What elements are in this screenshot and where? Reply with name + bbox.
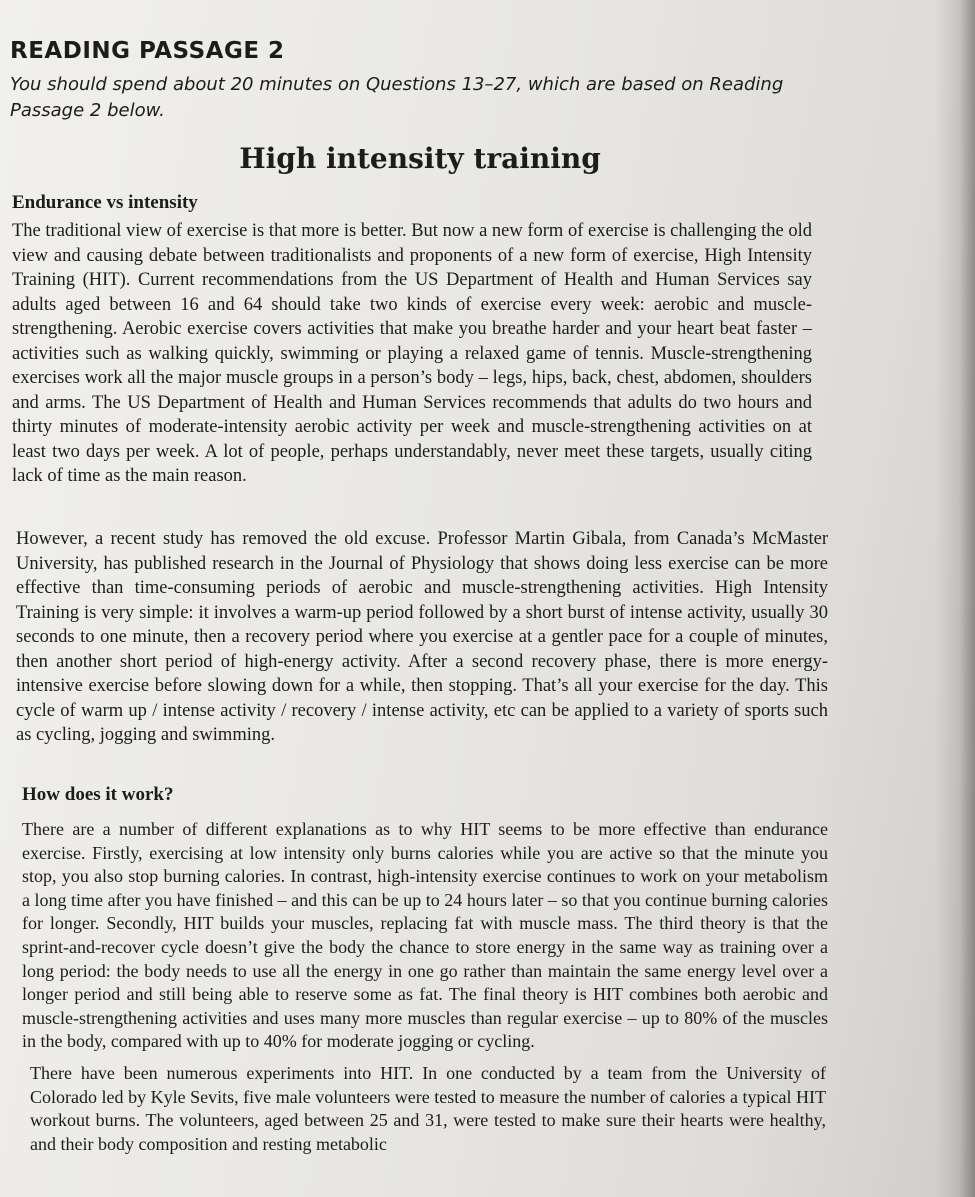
instructions-text: You should spend about 20 minutes on Questions 13–27, which are based on Reading Passage 2 below. bbox=[10, 74, 784, 121]
section-heading: READING PASSAGE 2 bbox=[10, 38, 285, 64]
paragraph: There have been numerous experiments into HIT. In one conducted by a team from the University of Colorado led by Kyle Sevits, five male volunteers were tested to measure the number of calories a typical HIT workout burns. The volunteers, aged between 25 and 31, were tested to make sure their hearts were healthy, and their body composition and resting metabolic bbox=[30, 1063, 826, 1154]
paragraph: However, a recent study has removed the old excuse. Professor Martin Gibala, from Canada’s McMaster University, has published research in the Journal of Physiology that shows doing less exercise can be more effective than time-consuming periods of aerobic and muscle-strengthening activities. High Intensity Training is very simple: it involves a warm-up period followed by a short burst of intense activity, usually 30 seconds to one minute, then a recovery period where you exercise at a gentler pace for a couple of minutes, then another short period of high-energy activity. After a second recovery phase, there is more energy-intensive exercise before slowing down for a while, then stopping. That’s all your exercise for the day. This cycle of warm up / intense activity / recovery / intense activity, etc can be applied to a variety of sports such as cycling, jogging and swimming. bbox=[16, 529, 828, 745]
subheading-endurance-vs-intensity: Endurance vs intensity bbox=[12, 192, 198, 213]
page-edge-shadow bbox=[935, 0, 975, 1197]
subheading-how-does-it-work: How does it work? bbox=[22, 784, 174, 805]
paragraph: The traditional view of exercise is that more is better. But now a new form of exercise is challenging the old view and causing debate between traditionalists and proponents of a new form of exercise, High Intensity Training (HIT). Current recommendations from the US Department of Health and Human Services say adults aged between 16 and 64 should take two kinds of exercise every week: aerobic and muscle-strengthening. Aerobic exercise covers activities that make you breathe harder and your heart beat faster – activities such as walking quickly, swimming or playing a relaxed game of tennis. Muscle-strengthening exercises work all the major muscle groups in a person’s body – legs, hips, back, chest, abdomen, shoulders and arms. The US Department of Health and Human Services recommends that adults do two hours and thirty minutes of moderate-intensity aerobic activity per week and muscle-strengthening activities on at least two days per week. A lot of people, perhaps understandably, never meet these targets, usually citing lack of time as the main reason. bbox=[12, 221, 812, 486]
paragraph: There are a number of different explanations as to why HIT seems to be more effective than endurance exercise. Firstly, exercising at low intensity only burns calories while you are active so that the minute you stop, you also stop burning calories. In contrast, high-intensity exercise continues to work on your metabolism a long time after you have finished – and this can be up to 24 hours later – so that you continue burning calories for longer. Secondly, HIT builds your muscles, replacing fat with muscle mass. The third theory is that the sprint-and-recover cycle doesn’t give the body the chance to store energy in the same way as training over a long period: the body needs to use all the energy in one go rather than maintain the same energy level over a longer period and still being able to reserve some as fat. The final theory is HIT combines both aerobic and muscle-strengthening activities and uses many more muscles than regular exercise – up to 80% of the muscles in the body, compared with up to 40% for moderate jogging or cycling. bbox=[22, 819, 828, 1052]
passage-title: High intensity training bbox=[239, 142, 601, 175]
